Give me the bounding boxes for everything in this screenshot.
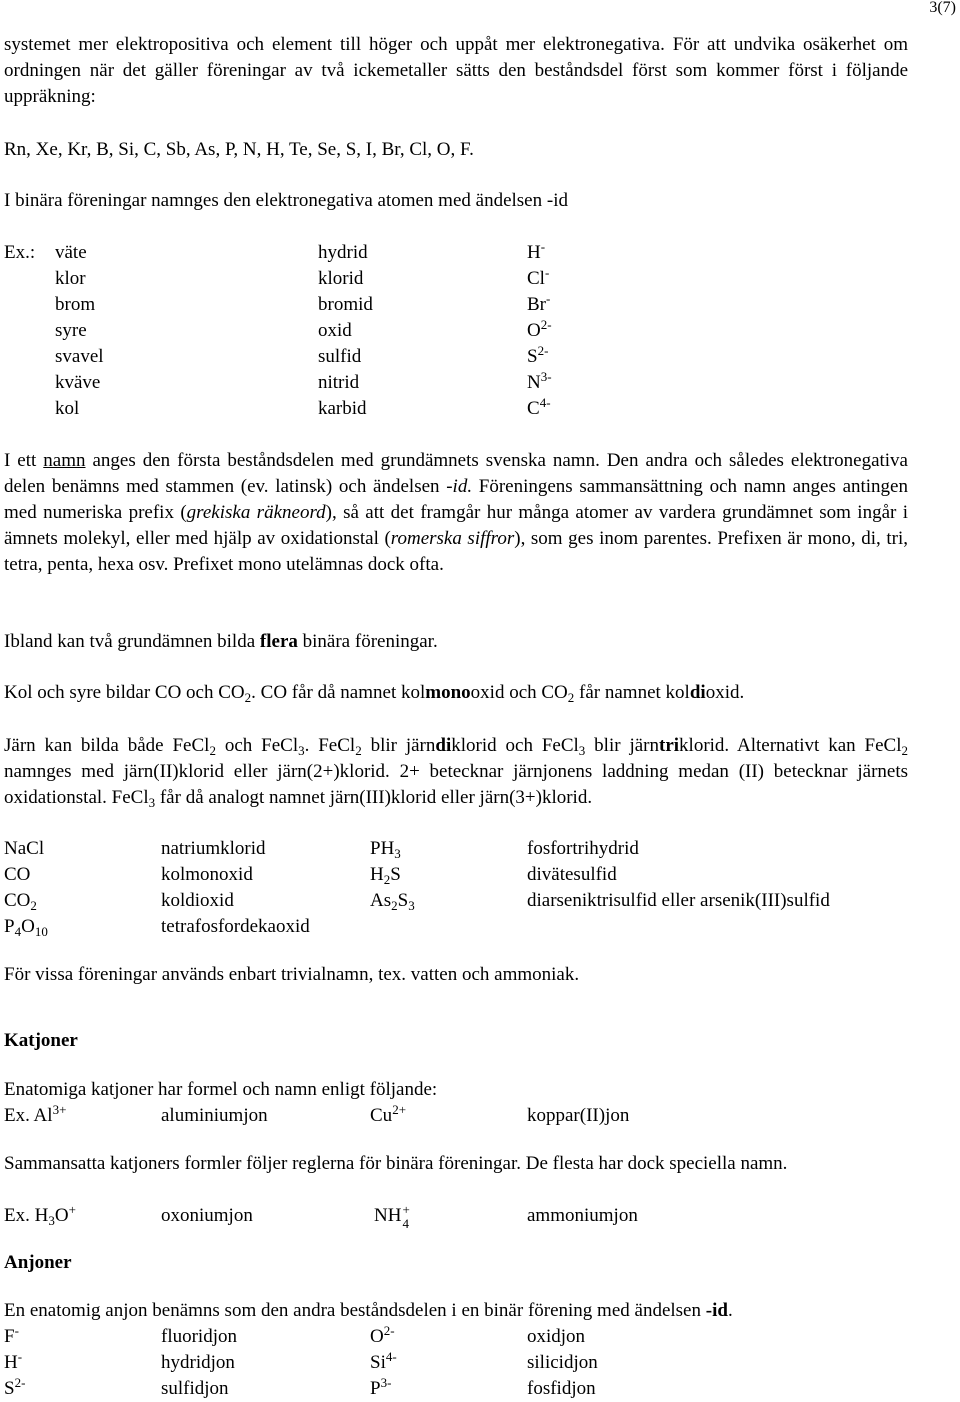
multiple-compounds-paragraph: Ibland kan två grundämnen bilda flera binära föreningar. bbox=[4, 631, 438, 652]
cations-intro: Enatomiga katjoner har formel och namn enligt följande: bbox=[4, 1079, 438, 1100]
compound-name: divätesulfid bbox=[527, 864, 617, 885]
ion-formula: NH + 4 bbox=[374, 1202, 410, 1231]
compound-name: kolmonoxid bbox=[161, 864, 253, 885]
example-row bbox=[4, 396, 954, 422]
example-row bbox=[4, 240, 954, 266]
ion-formula: $Si^{4-}$ bbox=[370, 1349, 397, 1373]
formula: NaCl bbox=[4, 838, 45, 859]
anion-row bbox=[4, 1350, 954, 1376]
ion-symbol: H- bbox=[527, 239, 546, 263]
anion-row bbox=[4, 1324, 954, 1350]
anion-name: karbid bbox=[318, 398, 367, 419]
ion-name: hydridjon bbox=[161, 1352, 235, 1373]
ion-formula: H- bbox=[4, 1349, 23, 1373]
ion-symbol: Br- bbox=[527, 291, 551, 315]
compound-row bbox=[4, 836, 954, 862]
compound-row bbox=[4, 914, 954, 940]
ion-formula: Ex. $H_3O^+$ bbox=[4, 1202, 76, 1228]
compound-name: tetrafosfordekaoxid bbox=[161, 916, 310, 937]
ion-name: sulfidjon bbox=[161, 1378, 229, 1399]
element-order-list: Rn, Xe, Kr, B, Si, C, Sb, As, P, N, H, Te, Se, S, I, Br, Cl, O, F. bbox=[4, 139, 474, 160]
anions-intro: En enatomig anjon benämns som den andra beståndsdelen i en binär förening med ändelsen -id. bbox=[4, 1300, 733, 1321]
ion-name: aluminiumjon bbox=[161, 1105, 268, 1126]
ion-formula: $Cu^{2+}$ bbox=[370, 1102, 407, 1126]
anions-heading: Anjoner bbox=[4, 1252, 72, 1273]
ion-name: silicidjon bbox=[527, 1352, 598, 1373]
ion-formula: F- bbox=[4, 1323, 19, 1347]
ion-formula: $O^{2-}$ bbox=[370, 1323, 395, 1347]
anion-name: nitrid bbox=[318, 372, 360, 393]
element-name: svavel bbox=[55, 346, 104, 367]
element-name: syre bbox=[55, 320, 87, 341]
ion-formula: Ex. $Al^{3+}$ bbox=[4, 1102, 67, 1126]
compound-row bbox=[4, 888, 954, 914]
ion-name: oxoniumjon bbox=[161, 1205, 253, 1226]
trivial-names-paragraph: För vissa föreningar används enbart trivialnamn, tex. vatten och ammoniak. bbox=[4, 964, 580, 985]
carbon-oxide-paragraph: Kol och syre bildar CO och $CO_2$. CO får då namnet kolmonooxid och $CO_2$ får namnet koldioxid. bbox=[4, 682, 745, 705]
element-name: brom bbox=[55, 294, 96, 315]
ion-name: fosfidjon bbox=[527, 1378, 596, 1399]
example-row bbox=[4, 344, 954, 370]
ion-formula: $P^{3-}$ bbox=[370, 1375, 392, 1399]
cations-heading: Katjoner bbox=[4, 1030, 78, 1051]
ion-symbol: Cl- bbox=[527, 265, 550, 289]
cation-example-row bbox=[4, 1203, 954, 1229]
cation-example-row bbox=[4, 1103, 954, 1129]
naming-paragraph: I ett namn anges den första beståndsdelen med grundämnets svenska namn. Den andra och således elektronegativa delen benämns med stammen (ev. latinsk) och ändelsen -id. Föreningens sammansättning och namn anges antingen med numeriska prefix (grekiska räkneord), så att det framgår hur många atomer av vardera grundämnet som ingår i ämnets molekyl, eller med hjälp av oxidationstal (romerska siffror), som ges inom parentes. Prefixen är mono, di, tri, tetra, penta, hexa osv. Prefixet mono utelämnas dock ofta. bbox=[4, 450, 908, 575]
element-name: kväve bbox=[55, 372, 101, 393]
compound-name: koldioxid bbox=[161, 890, 234, 911]
formula: $PH_3$ bbox=[370, 838, 401, 861]
ion-symbol: $S^{2-}$ bbox=[527, 343, 549, 367]
ion-symbol: $N^{3-}$ bbox=[527, 369, 552, 393]
iron-chloride-paragraph: Järn kan bilda både FeCl$_2$ och FeCl$_3$. FeCl$_2$ blir järndiklorid och FeCl$_3$ blir järntriklorid. Alternativt kan FeCl$_2$ namnges med järn(II)klorid eller järn(2+)klorid. 2+ betecknar järnjonens laddning medan (II) betecknar järnets oxidationstal. FeCl$_3$ får då analogt namnet järn(III)klorid eller järn(3+)klorid. bbox=[4, 735, 908, 810]
examples-label: Ex.: bbox=[4, 242, 36, 263]
formula: $H_2S$ bbox=[370, 864, 401, 887]
ion-symbol: $O^{2-}$ bbox=[527, 317, 552, 341]
example-row bbox=[4, 370, 954, 396]
binary-naming-rule: I binära föreningar namnges den elektronegativa atomen med ändelsen -id bbox=[4, 190, 568, 211]
compound-name: natriumklorid bbox=[161, 838, 266, 859]
compound-row bbox=[4, 862, 954, 888]
example-row bbox=[4, 318, 954, 344]
intro-paragraph: systemet mer elektropositiva och element till höger och uppåt mer elektronegativa. För att undvika osäkerhet om ordningen när det gäller föreningar av två ickemetaller sätts den beståndsdel först som kommer först i följande uppräkning: bbox=[4, 34, 908, 107]
ion-formula: $S^{2-}$ bbox=[4, 1375, 26, 1399]
anion-name: hydrid bbox=[318, 242, 368, 263]
ion-name: fluoridjon bbox=[161, 1326, 237, 1347]
ion-name: oxidjon bbox=[527, 1326, 586, 1347]
anion-name: oxid bbox=[318, 320, 352, 341]
anion-name: klorid bbox=[318, 268, 364, 289]
ion-name: koppar(II)jon bbox=[527, 1105, 630, 1126]
composite-cations-paragraph: Sammansatta katjoners formler följer reglerna för binära föreningar. De flesta har dock speciella namn. bbox=[4, 1153, 788, 1174]
formula: $CO_2$ bbox=[4, 890, 37, 913]
anion-name: bromid bbox=[318, 294, 373, 315]
formula: $As_2S_3$ bbox=[370, 890, 415, 913]
example-row bbox=[4, 292, 954, 318]
formula: CO bbox=[4, 864, 31, 885]
page-number: 3(7) bbox=[929, 0, 956, 16]
formula: $P_4O_{10}$ bbox=[4, 916, 48, 939]
element-name: väte bbox=[55, 242, 87, 263]
element-name: klor bbox=[55, 268, 86, 289]
ion-name: ammoniumjon bbox=[527, 1205, 638, 1226]
example-row bbox=[4, 266, 954, 292]
compound-name: diarseniktrisulfid eller arsenik(III)sulfid bbox=[527, 890, 830, 911]
anion-name: sulfid bbox=[318, 346, 362, 367]
compound-name: fosfortrihydrid bbox=[527, 838, 639, 859]
ion-symbol: $C^{4-}$ bbox=[527, 395, 551, 419]
anion-row bbox=[4, 1376, 954, 1402]
element-name: kol bbox=[55, 398, 80, 419]
